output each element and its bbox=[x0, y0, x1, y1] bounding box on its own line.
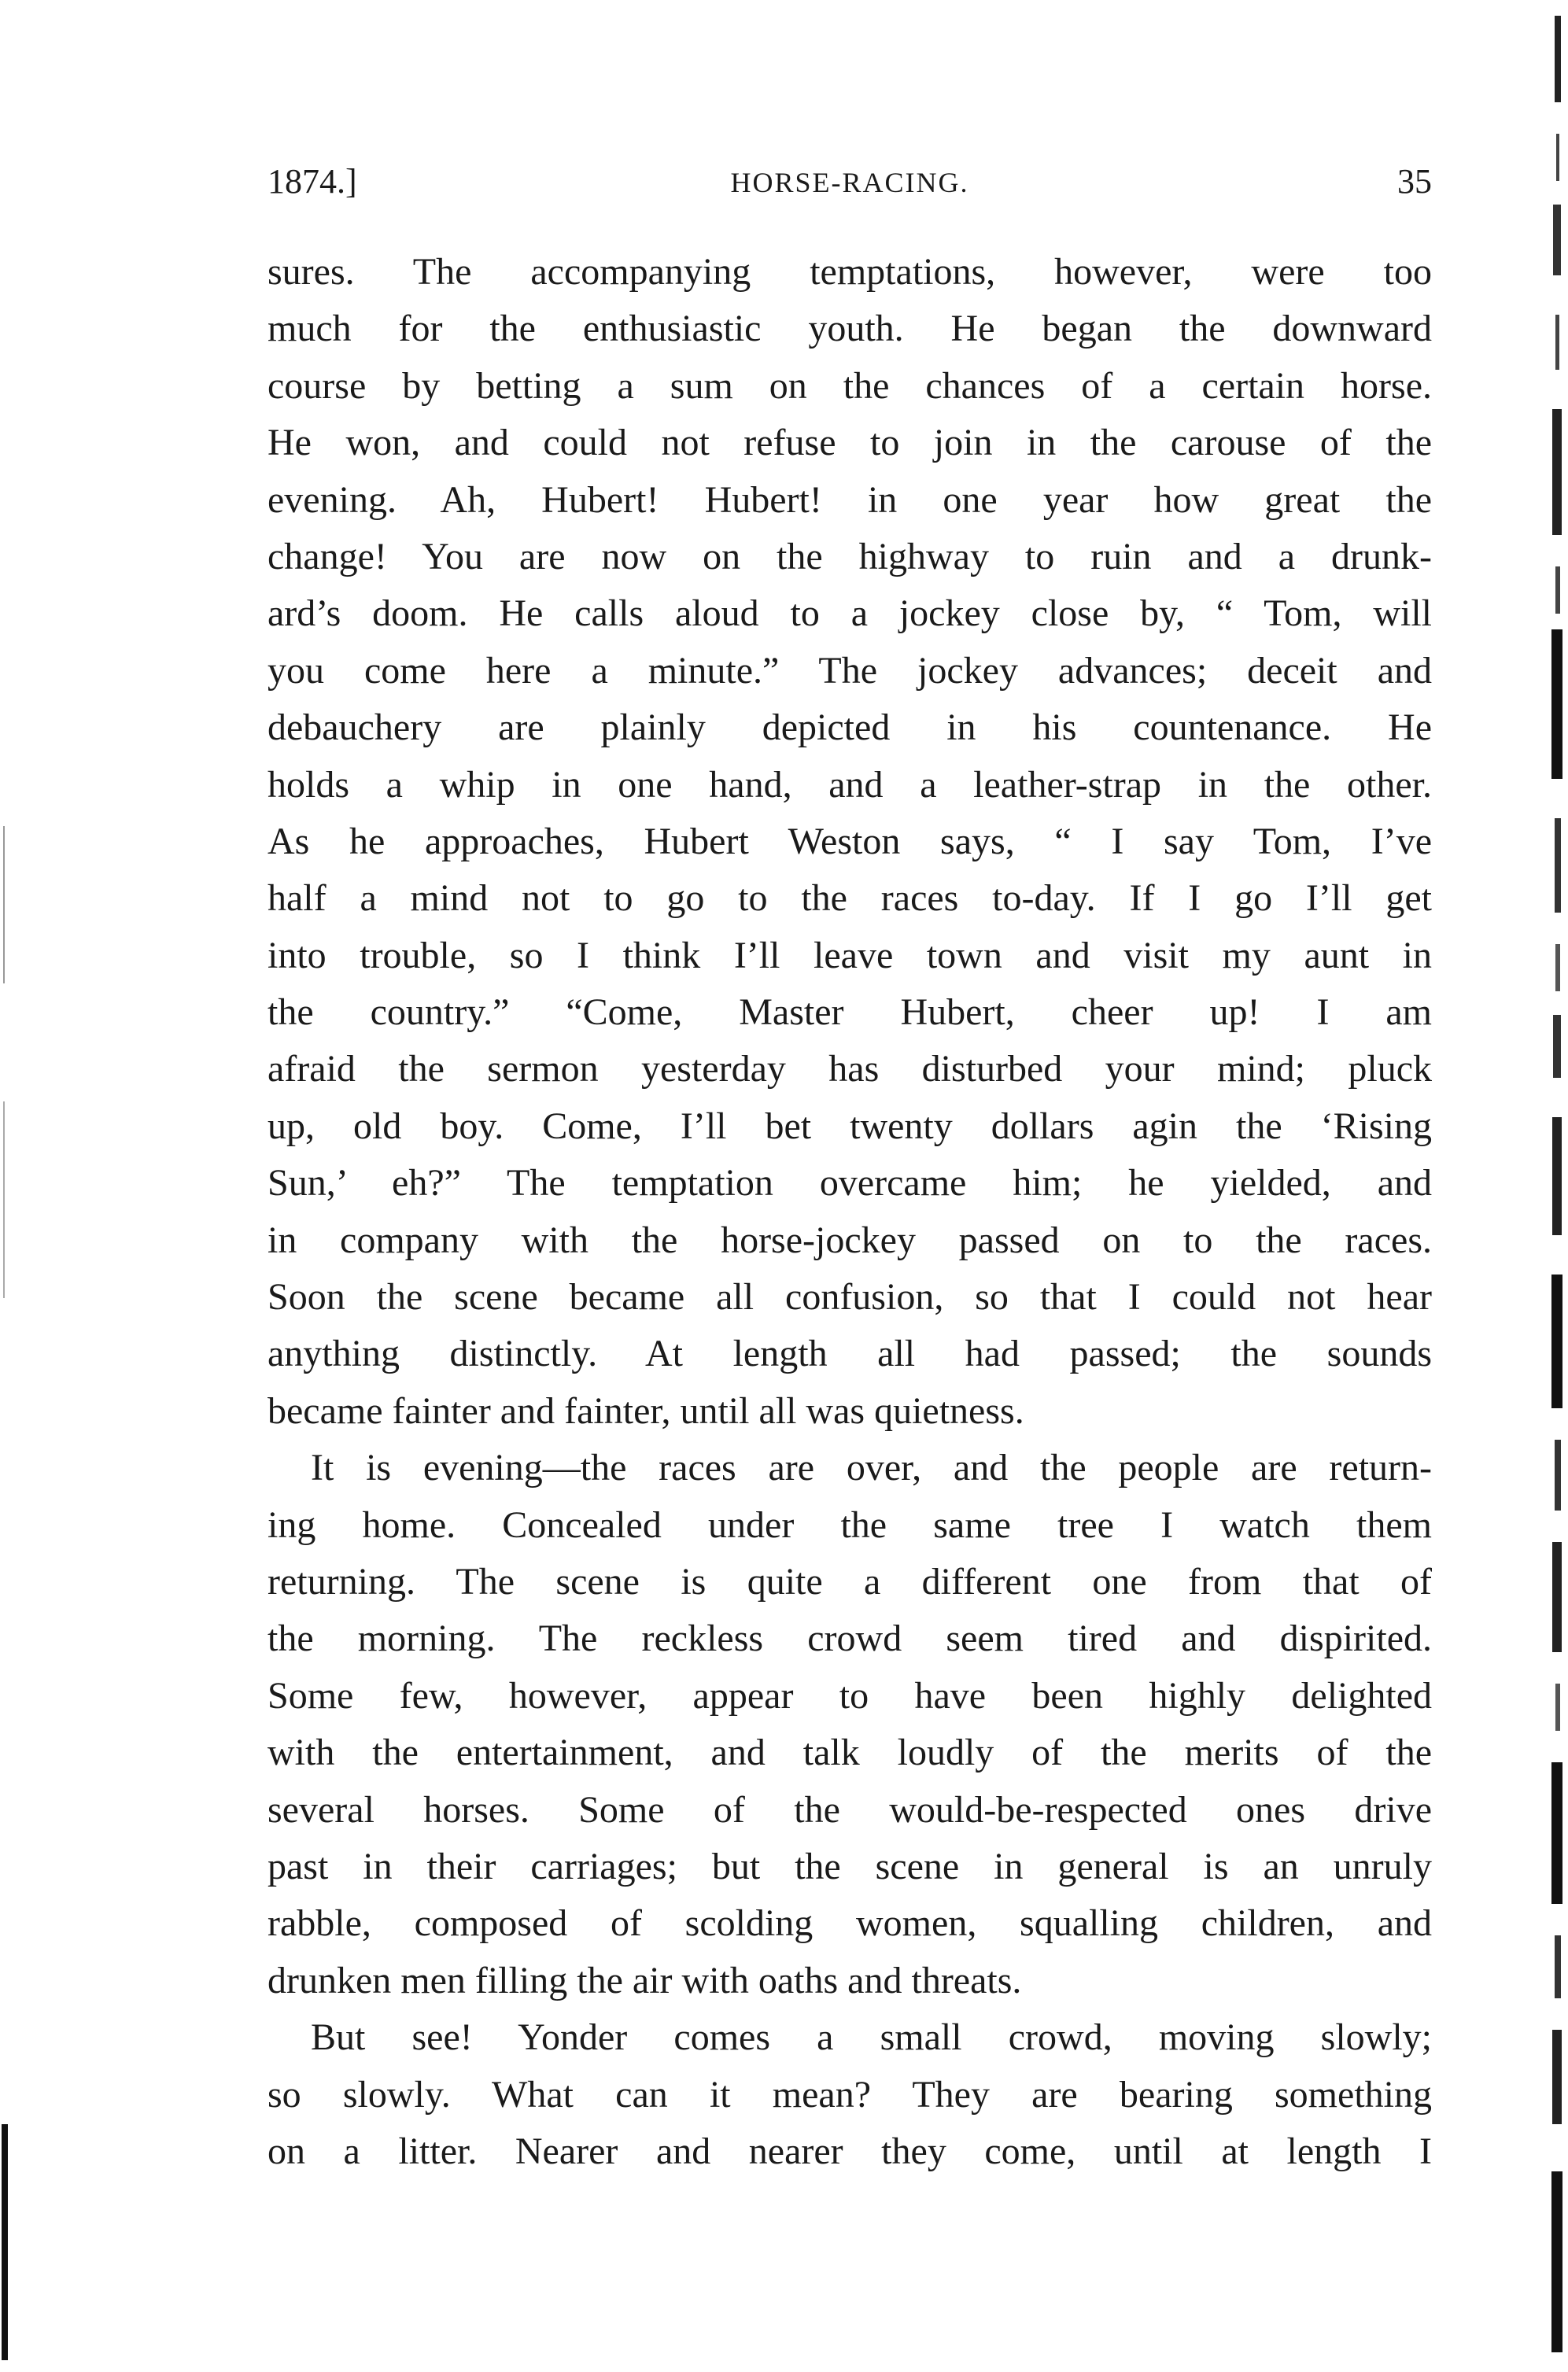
text-line: Sun,’ eh?” The temptation overcame him; he yielded, and bbox=[267, 1162, 1432, 1204]
body-text bbox=[267, 244, 1432, 2180]
text-line: the country.” “Come, Master Hubert, cheer up! I am bbox=[267, 991, 1432, 1034]
text-line: But see! Yonder comes a small crowd, moving slowly; bbox=[311, 2016, 1432, 2059]
header-year: 1874.] bbox=[267, 162, 357, 201]
text-line: Soon the scene became all confusion, so that I could not hear bbox=[267, 1276, 1432, 1319]
text-line: so slowly. What can it mean? They are bearing something bbox=[267, 2073, 1432, 2116]
text-line: into trouble, so I think I’ll leave town and visit my aunt in bbox=[267, 934, 1432, 976]
text-line: rabble, composed of scolding women, squalling children, and bbox=[267, 1902, 1432, 1945]
text-line: drunken men filling the air with oaths and threats. bbox=[267, 1959, 1022, 2001]
text-line: sures. The accompanying temptations, however, were too bbox=[267, 251, 1432, 293]
page-number: 35 bbox=[1397, 162, 1432, 201]
scan-edge-left bbox=[0, 0, 16, 2372]
text-line: debauchery are plainly depicted in his countenance. He bbox=[267, 706, 1432, 749]
text-line: Some few, however, appear to have been highly delighted bbox=[267, 1674, 1432, 1717]
text-line: became fainter and fainter, until all was quietness. bbox=[267, 1389, 1024, 1432]
text-line: half a mind not to go to the races to-day. If I go I’ll get bbox=[267, 877, 1432, 920]
text-line: change! You are now on the highway to ruin and a drunk- bbox=[267, 535, 1432, 577]
text-line: evening. Ah, Hubert! Hubert! in one year how great the bbox=[267, 478, 1432, 521]
text-line: afraid the sermon yesterday has disturbed your mind; pluck bbox=[267, 1048, 1432, 1090]
scan-edge-right bbox=[1542, 0, 1568, 2372]
text-line: ard’s doom. He calls aloud to a jockey close by, “ Tom, will bbox=[267, 592, 1432, 635]
text-line: the morning. The reckless crowd seem tired and dispirited. bbox=[267, 1618, 1432, 1660]
text-line: much for the enthusiastic youth. He began the downward bbox=[267, 308, 1432, 350]
text-line: anything distinctly. At length all had passed; the sounds bbox=[267, 1333, 1432, 1375]
running-head bbox=[267, 161, 1432, 216]
text-line: up, old boy. Come, I’ll bet twenty dollars agin the ‘Rising bbox=[267, 1105, 1432, 1147]
text-line: you come here a minute.” The jockey advances; deceit and bbox=[267, 649, 1432, 692]
text-line: As he approaches, Hubert Weston says, “ I say Tom, I’ve bbox=[267, 820, 1432, 862]
text-line: with the entertainment, and talk loudly of the merits of the bbox=[267, 1732, 1432, 1774]
text-line: on a litter. Nearer and nearer they come, until at length I bbox=[267, 2130, 1432, 2172]
header-title: HORSE-RACING. bbox=[730, 167, 969, 198]
text-line: past in their carriages; but the scene in general is an unruly bbox=[267, 1845, 1432, 1887]
text-line: in company with the horse-jockey passed on to the races. bbox=[267, 1219, 1432, 1261]
text-line: several horses. Some of the would-be-respected ones drive bbox=[267, 1788, 1432, 1831]
text-line: holds a whip in one hand, and a leather-strap in the other. bbox=[267, 763, 1432, 806]
text-line: returning. The scene is quite a different one from that of bbox=[267, 1560, 1432, 1603]
text-line: He won, and could not refuse to join in the carouse of the bbox=[267, 422, 1432, 464]
text-line: It is evening—the races are over, and the people are return- bbox=[311, 1447, 1432, 1489]
text-line: course by betting a sum on the chances of a certain horse. bbox=[267, 364, 1432, 407]
text-line: ing home. Concealed under the same tree I watch them bbox=[267, 1503, 1432, 1546]
